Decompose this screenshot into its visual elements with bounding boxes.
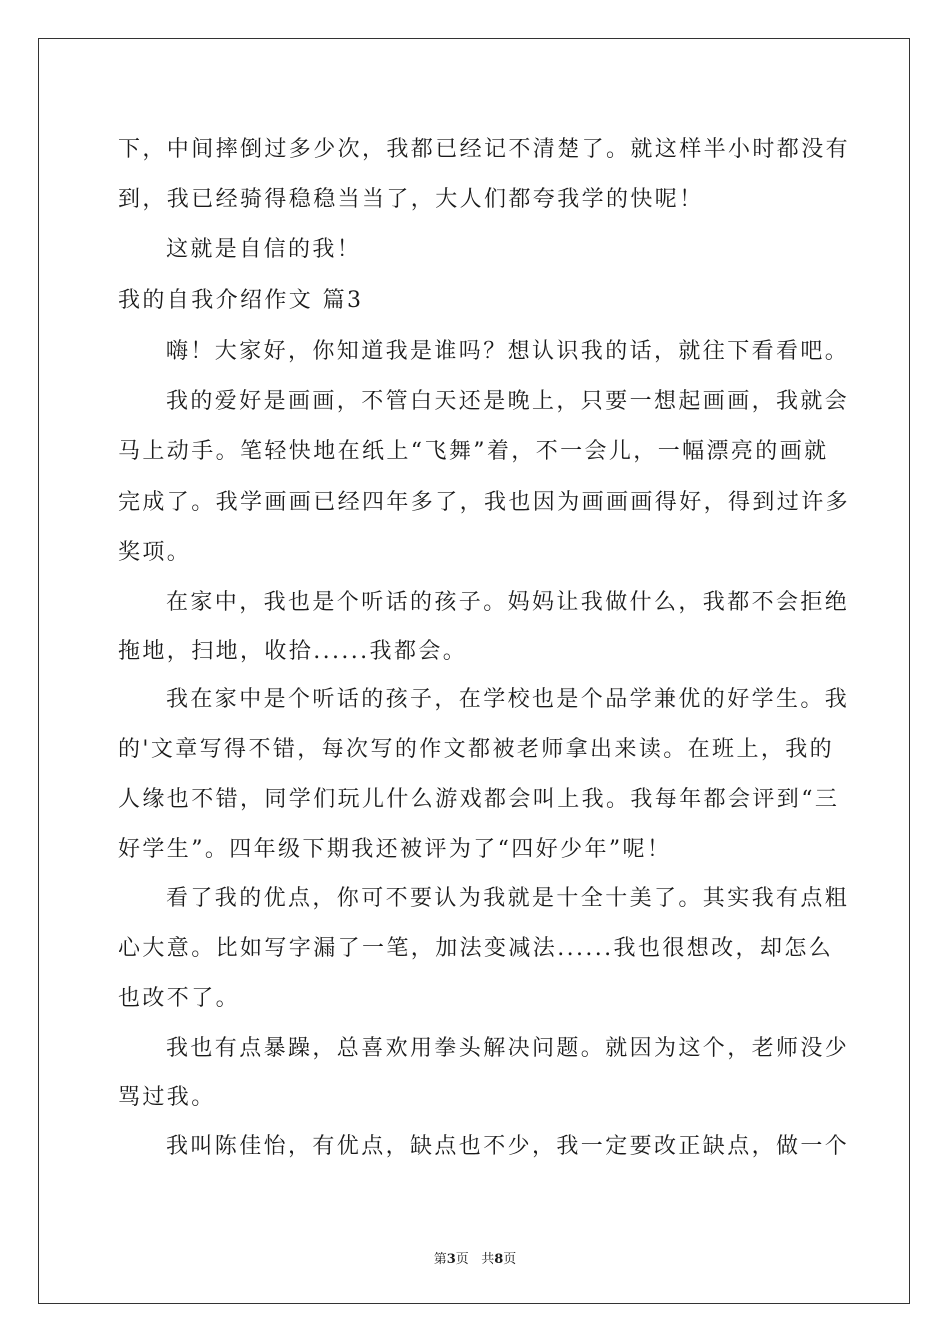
text-line: 好学生”。四年级下期我还被评为了“四好少年”呢！ (118, 837, 672, 862)
text-line: 心大意。比如写字漏了一笔，加法变减法......我也很想改，却怎么 (118, 936, 834, 961)
paragraph-line: 在家中，我也是个听话的孩子。妈妈让我做什么，我都不会拒绝 (166, 590, 850, 615)
text-line: 也改不了。 (118, 986, 241, 1011)
total-pages: 8 (494, 1252, 504, 1267)
paragraph-line: 这就是自信的我！ (166, 237, 362, 262)
section-heading: 我的自我介绍作文 篇3 (118, 288, 364, 313)
text-line: 人缘也不错，同学们玩儿什么游戏都会叫上我。我每年都会评到“三 (118, 787, 840, 812)
text-line: 拖地，扫地，收拾......我都会。 (118, 639, 468, 664)
paragraph-line: 嗨！大家好，你知道我是谁吗？想认识我的话，就往下看看吧。 (166, 339, 850, 364)
total-suffix: 页 (503, 1252, 517, 1267)
page-prefix: 第 (433, 1252, 447, 1267)
paragraph-line: 我的爱好是画画，不管白天还是晚上，只要一想起画画，我就会 (166, 389, 850, 414)
text-line: 骂过我。 (118, 1085, 216, 1110)
page-border (38, 38, 910, 1304)
page-footer (0, 1248, 950, 1267)
paragraph-line: 我也有点暴躁，总喜欢用拳头解决问题。就因为这个，老师没少 (166, 1036, 850, 1061)
text-line: 完成了。我学画画已经四年多了，我也因为画画画得好，得到过许多 (118, 490, 851, 515)
paragraph-line: 我叫陈佳怡，有优点，缺点也不少，我一定要改正缺点，做一个 (166, 1134, 850, 1159)
paragraph-line: 我在家中是个听话的孩子，在学校也是个品学兼优的好学生。我 (166, 687, 850, 712)
total-prefix: 共 (481, 1252, 495, 1267)
text-line: 到，我已经骑得稳稳当当了，大人们都夸我学的快呢！ (118, 187, 704, 212)
page-suffix: 页 (455, 1252, 469, 1267)
text-line: 奖项。 (118, 540, 192, 565)
text-line: 的'文章写得不错，每次写的作文都被老师拿出来读。在班上，我的 (118, 737, 835, 762)
text-line: 下，中间摔倒过多少次，我都已经记不清楚了。就这样半小时都没有 (118, 137, 851, 162)
page-number: 3 (446, 1252, 456, 1267)
paragraph-line: 看了我的优点，你可不要认为我就是十全十美了。其实我有点粗 (166, 886, 850, 911)
text-line: 马上动手。笔轻快地在纸上“飞舞”着，不一会儿，一幅漂亮的画就 (118, 439, 829, 464)
